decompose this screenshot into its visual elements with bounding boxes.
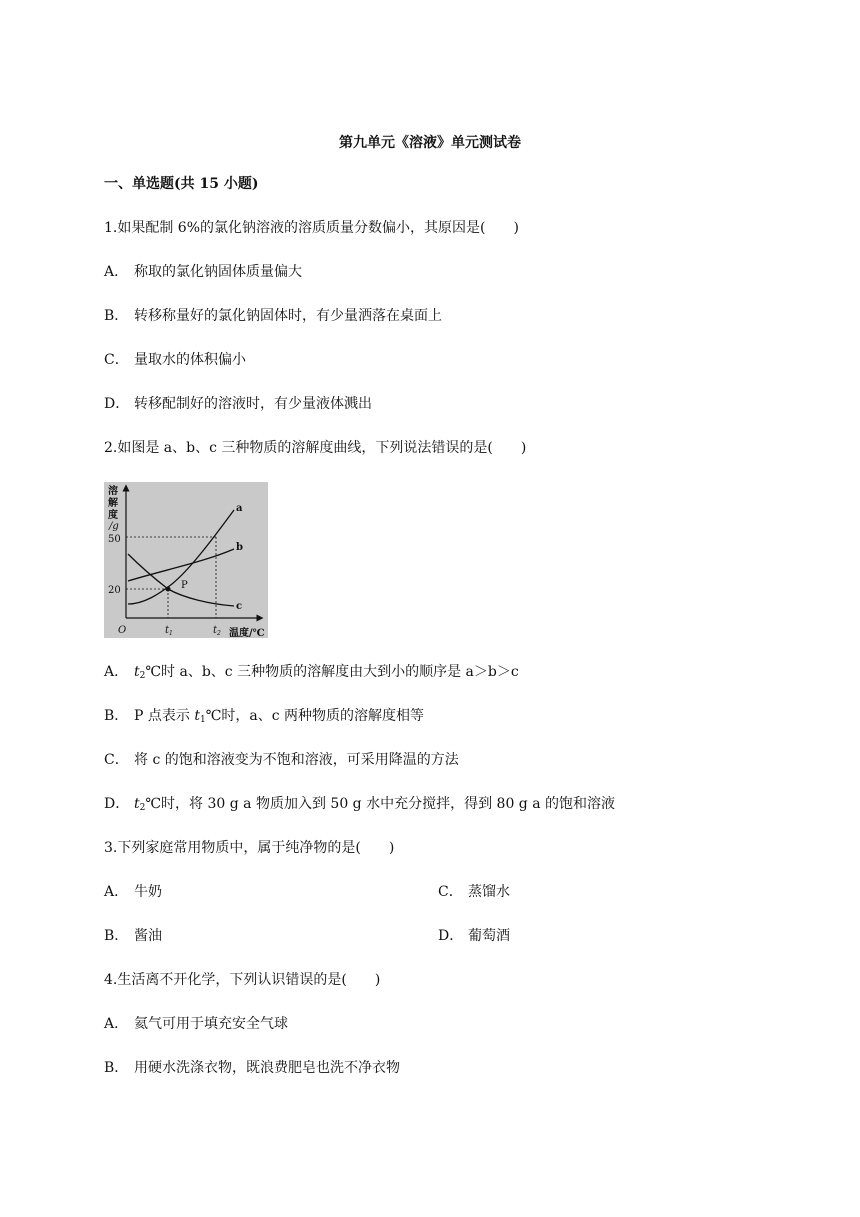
option-text: ℃时，将 30 g a 物质加入到 50 g 水中充分搅拌，得到 80 g a 的饱和溶液 <box>145 796 616 812</box>
option-prefix: P 点表示 <box>134 708 195 724</box>
q2-option-d <box>104 795 615 817</box>
option-label: B． <box>104 708 129 724</box>
temp-symbol: t <box>134 664 140 680</box>
q2-option-b <box>104 707 424 729</box>
point-p-label: P <box>181 580 188 591</box>
option-label: B． <box>104 928 129 944</box>
y-label-1: 溶 <box>108 486 118 497</box>
option-text: 葡萄酒 <box>468 928 510 944</box>
option-label: C． <box>104 752 129 768</box>
option-text: 牛奶 <box>134 884 162 900</box>
point-p-marker <box>166 587 171 592</box>
y-label-3: 度 <box>108 510 118 521</box>
q4-option-a <box>104 1015 288 1033</box>
option-label: D． <box>104 396 130 412</box>
option-text: 氦气可用于填充安全气球 <box>134 1016 288 1032</box>
q3-option-d <box>438 927 510 945</box>
y-label-4: /g <box>109 521 119 532</box>
curve-label-a: a <box>236 503 243 514</box>
q4-option-b <box>104 1059 400 1077</box>
option-text: 量取水的体积偏小 <box>134 352 246 368</box>
question-2-stem: 2.如图是 a、b、c 三种物质的溶解度曲线，下列说法错误的是( ) <box>104 440 527 456</box>
option-text: 转移称量好的氯化钠固体时，有少量洒落在桌面上 <box>134 308 442 324</box>
option-label: D． <box>104 796 130 812</box>
origin-label: O <box>118 625 127 636</box>
option-label: A． <box>104 664 129 680</box>
q1-option-c <box>104 351 246 369</box>
temp-symbol: t <box>134 796 140 812</box>
temp-subscript: 2 <box>139 671 146 681</box>
y-label-2: 解 <box>108 498 118 509</box>
option-text: 转移配制好的溶液时，有少量液体溅出 <box>134 396 372 412</box>
option-text: 称取的氯化钠固体质量偏大 <box>134 264 302 280</box>
page-title: 第九单元《溶液》单元测试卷 <box>339 135 521 151</box>
q1-option-b <box>104 307 442 325</box>
solubility-curve-figure <box>104 482 268 638</box>
x-tick-t2: $t_2$ <box>213 625 221 637</box>
option-label: C． <box>438 884 463 900</box>
question-3-stem: 3.下列家庭常用物质中，属于纯净物的是( ) <box>104 840 395 856</box>
q3-option-b <box>104 927 162 945</box>
curve-label-b: b <box>236 542 243 553</box>
option-label: A． <box>104 884 129 900</box>
y-tick-20: 20 <box>108 585 121 596</box>
option-label: A． <box>104 1016 129 1032</box>
option-label: B． <box>104 1060 129 1076</box>
x-tick-t1: $t_1$ <box>165 625 173 637</box>
option-text: 将 c 的饱和溶液变为不饱和溶液，可采用降温的方法 <box>134 752 459 768</box>
option-text: 蒸馏水 <box>468 884 510 900</box>
option-text: 酱油 <box>134 928 162 944</box>
question-4-stem: 4.生活离不开化学，下列认识错误的是( ) <box>104 972 381 988</box>
temp-subscript: 2 <box>139 803 146 813</box>
x-axis-label: 温度/℃ <box>229 628 265 638</box>
q3-option-a <box>104 883 162 901</box>
solubility-curve-svg <box>104 482 268 638</box>
question-1-stem: 1.如果配制 6%的氯化钠溶液的溶质质量分数偏小，其原因是( ) <box>104 220 519 236</box>
option-label: D． <box>438 928 464 944</box>
option-label: A． <box>104 264 129 280</box>
q2-option-a <box>104 663 519 685</box>
curve-label-c: c <box>236 601 243 612</box>
q3-option-c <box>438 883 510 901</box>
temp-subscript: 1 <box>199 715 206 725</box>
option-text: ℃时，a、c 两种物质的溶解度相等 <box>205 708 425 724</box>
section-heading: 一、单选题(共 15 小题) <box>104 176 259 192</box>
option-text: ℃时 a、b、c 三种物质的溶解度由大到小的顺序是 a＞b＞c <box>145 664 519 680</box>
y-tick-50: 50 <box>108 534 121 545</box>
option-label: C． <box>104 352 129 368</box>
option-text: 用硬水洗涤衣物，既浪费肥皂也洗不净衣物 <box>134 1060 400 1076</box>
q1-option-d <box>104 395 372 413</box>
option-label: B． <box>104 308 129 324</box>
temp-symbol: t <box>194 708 200 724</box>
q2-option-c <box>104 751 459 769</box>
q1-option-a <box>104 263 302 281</box>
